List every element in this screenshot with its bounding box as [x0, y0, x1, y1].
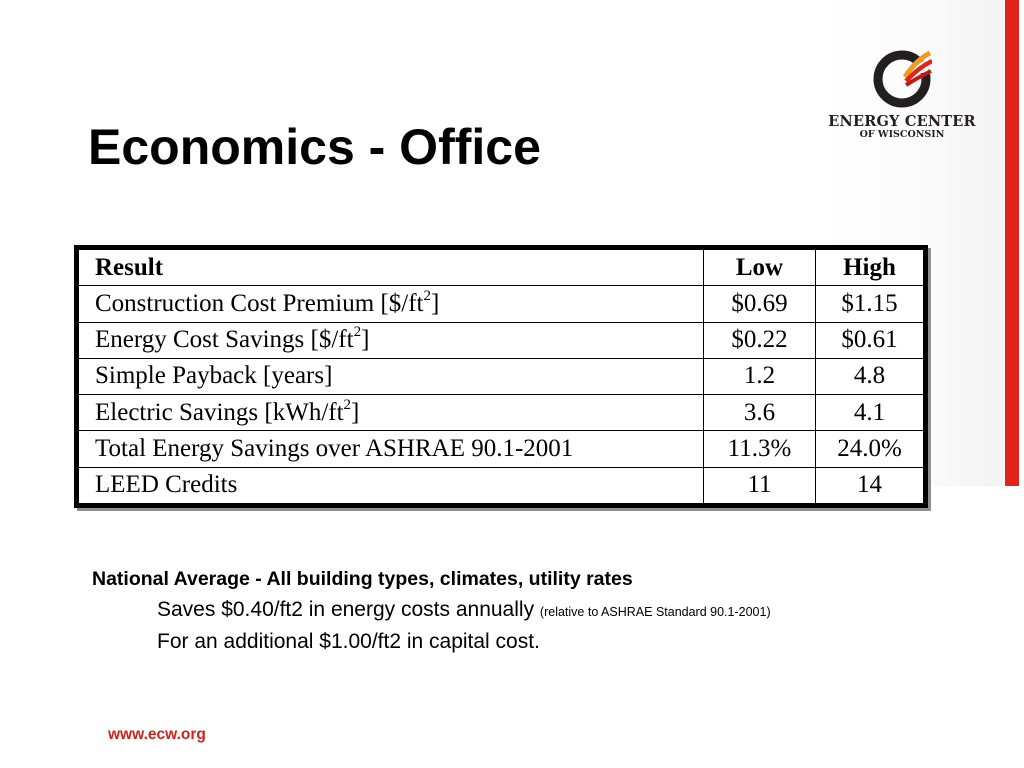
- red-accent-bar: [1005, 0, 1019, 486]
- slide-title: Economics - Office: [88, 119, 541, 175]
- notes-line-savings: [157, 598, 771, 622]
- row-high-value: 24.0%: [816, 431, 924, 467]
- row-label-suffix: ]: [351, 398, 360, 426]
- table-header-row: [79, 250, 924, 286]
- table-row: [79, 467, 924, 503]
- footer-website-link[interactable]: www.ecw.org: [108, 726, 206, 743]
- header-high: High: [816, 250, 924, 286]
- table-row: [79, 431, 924, 467]
- table-row: [79, 286, 924, 322]
- notes-savings-text: Saves $0.40/ft2 in energy costs annually: [157, 598, 535, 621]
- row-low-value: 3.6: [704, 395, 816, 431]
- row-label-text: Simple Payback [years]: [95, 362, 333, 390]
- row-label: [79, 358, 704, 394]
- row-high-value: 4.1: [816, 395, 924, 431]
- table-row: [79, 395, 924, 431]
- row-label: [79, 467, 704, 503]
- row-label: [79, 395, 704, 431]
- row-low-value: $0.69: [704, 286, 816, 322]
- row-label-text: Construction Cost Premium [$/ft: [95, 289, 424, 317]
- results-table: [74, 245, 928, 508]
- table-row: [79, 358, 924, 394]
- notes-heading: National Average - All building types, climates, utility rates: [92, 568, 633, 590]
- logo-text-of-wisconsin: OF WISCONSIN: [859, 129, 945, 140]
- row-low-value: $0.22: [704, 322, 816, 358]
- energy-center-logo: [822, 48, 982, 141]
- row-label-suffix: ]: [361, 326, 370, 354]
- logo-text-energy-center: ENERGY CENTER: [828, 113, 976, 130]
- row-high-value: $0.61: [816, 322, 924, 358]
- ecw-swirl-logo-icon: [872, 48, 932, 108]
- row-label-text: LEED Credits: [95, 471, 238, 499]
- row-label-superscript: 2: [353, 324, 362, 341]
- row-high-value: $1.15: [816, 286, 924, 322]
- row-label-text: Total Energy Savings over ASHRAE 90.1-2001: [95, 435, 574, 463]
- row-low-value: 11.3%: [704, 431, 816, 467]
- table-row: [79, 322, 924, 358]
- header-result: Result: [79, 250, 704, 286]
- row-label-superscript: 2: [343, 396, 352, 413]
- row-low-value: 11: [704, 467, 816, 503]
- header-low: Low: [704, 250, 816, 286]
- row-high-value: 14: [816, 467, 924, 503]
- row-label: [79, 322, 704, 358]
- notes-savings-reference: (relative to ASHRAE Standard 90.1-2001): [539, 605, 771, 619]
- notes-line-capital-cost: For an additional $1.00/ft2 in capital cost.: [157, 630, 540, 653]
- row-high-value: 4.8: [816, 358, 924, 394]
- row-label: [79, 286, 704, 322]
- row-label: [79, 431, 704, 467]
- row-label-suffix: ]: [430, 289, 440, 317]
- row-label-text: Energy Cost Savings [$/ft: [95, 326, 354, 354]
- row-label-text: Electric Savings [kWh/ft: [95, 398, 344, 426]
- row-label-superscript: 2: [423, 287, 431, 304]
- row-low-value: 1.2: [704, 358, 816, 394]
